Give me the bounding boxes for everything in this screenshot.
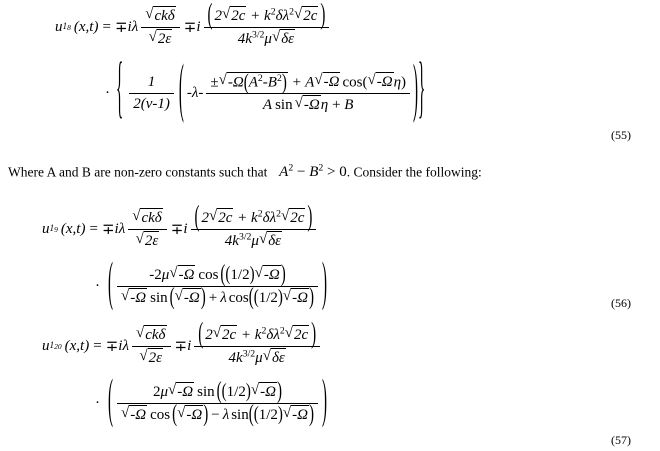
sqrt-2-epsilon: 2ε [157,30,172,47]
fraction-denominator: $4k^{3/2}\mu$ √ δε [194,347,320,368]
fraction-numerator: 1 [129,73,174,94]
fraction-denominator: √ -Ω sin ( √ -Ω) + λ cos((1/2) √ -Ω) [117,287,318,308]
u-symbol: u [55,18,63,35]
fraction-big-55 [204,0,330,49]
equation-55-line1 [55,0,329,49]
equals-sign: = [89,220,98,237]
u-subscript: 1 [62,22,68,33]
fraction-denominator: √ 2ε [132,347,171,368]
equation-55-line1-expression [55,0,329,49]
right-paren-56: ) [321,255,327,314]
right-paren-57: ) [321,372,327,431]
lambda-symbol-1: λ [122,337,129,354]
delta-symbol: δ [275,8,283,24]
minus-plus-sign-1: ∓ [101,221,115,238]
k-symbol-den: k [245,30,252,47]
fraction-numerator: ( 2 √ $2c + k^2\delta\lambda^2$ √ 2c ) [191,208,317,230]
fraction-denominator: √ -Ω cos ( √ -Ω) − λ sin((1/2) √ -Ω) [117,404,318,425]
fraction-numerator: -2μ √ -Ω cos ((1/2) √ -Ω) [117,265,318,287]
u-symbol: u [42,220,50,237]
minus-plus-sign-2: ∓ [174,338,188,355]
fraction-denominator: A sin √ -Ωη + B [206,94,410,115]
fraction-denominator: √ 2ε [128,230,167,251]
minus-plus-sign-2: ∓ [170,221,184,238]
u-symbol: u [42,337,50,354]
plus-minus-sign: ± [210,74,219,91]
paragraph-text-after: . Consider the following: [346,164,482,180]
u-subscript: 1 [49,341,55,352]
multiplication-dot-55: · [105,85,110,102]
fraction-numerator: ( 2 √ $2c + k^2\delta\lambda^2$ √ 2c ) [204,6,330,28]
i-symbol-1: i [127,18,132,35]
right-brace-55: } [418,54,426,129]
equation-57-line1-expression [42,318,320,368]
left-brace-55: { [116,54,124,129]
u-subsubscript: 9 [54,224,58,234]
fraction-numerator: 2μ √ -Ω sin ((1/2) √ -Ω) [117,382,318,404]
left-paren-56: ( [108,255,113,314]
paragraph-text-before: Where A and B are non-zero constants such that [8,164,268,180]
k-symbol: k [264,8,271,24]
equation-57-line1 [42,318,320,368]
fraction-inner-57 [117,379,318,428]
fraction-numerator: ( 2 √ $2c + k^2\delta\lambda^2$ √ 2c ) [194,325,320,347]
equation-56-line2-expression [95,255,327,314]
sqrt-ck-delta: ckδ [154,8,175,25]
minus-lambda-term: -λ- [186,85,204,102]
fraction-sqrt-ckdelta-over-sqrt-2eps [141,6,180,49]
equation-number-55: (55) [611,128,631,142]
fraction-numerator: √ ckδ [132,325,171,347]
fraction-big-56 [191,201,317,251]
i-symbol-1: i [118,337,123,354]
equation-57-line2 [95,372,327,431]
u-subscript: 1 [49,224,55,235]
fraction-numerator [141,6,180,28]
equation-56-line1 [42,201,316,251]
i-symbol-2: i [187,337,192,354]
inline-math-condition: $A^2 - B^2 > 0$ [279,163,347,181]
mu-symbol: μ [264,30,272,47]
multiplication-dot-56: · [95,277,100,294]
args-x-t: (x,t) [64,337,90,354]
equation-56-line1-expression [42,201,316,251]
fraction-big-57 [194,318,320,368]
equation-57-line2-expression [95,372,327,431]
fraction-denominator: $4k^{3/2}\mu$ √ δε [204,28,330,49]
fraction-one-over-2nu-minus-1 [129,73,174,114]
fraction-denominator [141,28,180,49]
fraction-inner-56 [117,262,318,311]
paragraph-text [8,163,482,181]
equals-sign: = [93,337,102,354]
fraction-denominator: $4k^{3/2}\mu$ √ δε [191,230,317,251]
equation-number-56: (56) [611,296,631,310]
fraction-numerator: √ ckδ [128,208,167,230]
u-subsubscript: 20 [54,341,62,351]
minus-plus-sign-1: ∓ [105,338,119,355]
equation-56-line2 [95,255,327,314]
equation-number-57: (57) [611,433,631,447]
fraction-inner-55 [206,72,410,115]
u-subsubscript: 8 [67,22,71,32]
equals-sign: = [102,18,111,35]
lambda-symbol-1: λ [118,220,126,237]
args-x-t: (x,t) [60,220,86,237]
fraction-sqrt-ckdelta-over-sqrt-2eps [132,325,171,368]
fraction-numerator: ± √ $-\Omega(A^2-B^2) + A$ √ -Ω cos( √ -Ωη) [206,72,410,94]
left-paren-55-inner: ( [178,56,184,127]
lambda-symbol-1: λ [131,18,139,35]
i-symbol-1: i [114,220,119,237]
fraction-sqrt-ckdelta-over-sqrt-2eps [128,208,167,251]
i-symbol-2: i [196,18,201,35]
right-paren-55-inner: ) [413,56,419,127]
equation-55-line2-expression [105,54,426,129]
equation-55-line2 [105,54,426,129]
i-symbol-2: i [183,220,188,237]
left-paren-57: ( [108,372,113,431]
minus-plus-sign-2: ∓ [183,19,197,36]
multiplication-dot-57: · [95,394,100,411]
minus-plus-sign-1: ∓ [114,19,128,36]
args-x-t: (x,t) [73,18,99,35]
lambda-symbol: λ [282,8,290,24]
fraction-denominator: 2(ν-1) [133,96,170,113]
